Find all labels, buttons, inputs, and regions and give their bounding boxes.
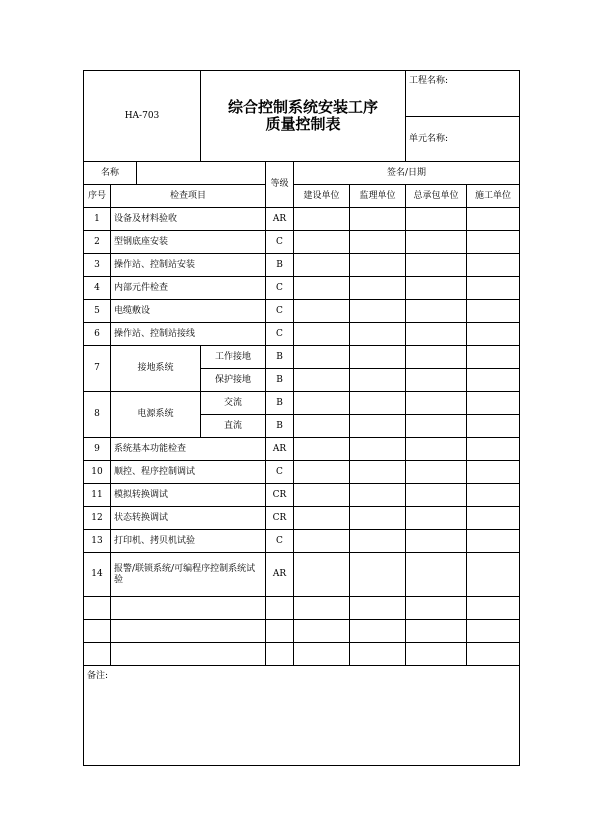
row-sign-contractor (466, 437, 520, 461)
row-grade (265, 299, 294, 323)
row-sign-construction (293, 276, 350, 300)
project-name-field (405, 70, 520, 117)
row-sign-supervision (349, 368, 406, 392)
row-sign-contractor (466, 368, 520, 392)
row-sign-construction (293, 529, 350, 553)
empty-row-grade (265, 619, 294, 643)
row-grade (265, 391, 294, 415)
row-sign-general (405, 276, 467, 300)
supervision-unit-header-text: 监理单位 (359, 190, 396, 201)
row-sign-supervision (349, 391, 406, 415)
row-item-text: 内部元件检查 (114, 282, 169, 293)
row-item (110, 207, 266, 231)
row-sub-item (200, 368, 266, 392)
row-sign-construction (293, 460, 350, 484)
row-sign-supervision (349, 345, 406, 369)
row-sign-general (405, 529, 467, 553)
row-sign-construction (293, 368, 350, 392)
row-number (83, 345, 111, 392)
construction-unit-header-text: 建设单位 (303, 190, 340, 201)
row-sign-contractor (466, 276, 520, 300)
row-sign-construction (293, 437, 350, 461)
empty-row-grade (265, 642, 294, 666)
row-sign-general (405, 506, 467, 530)
remarks-box (83, 665, 520, 766)
row-group-label (110, 345, 201, 392)
row-grade (265, 207, 294, 231)
empty-row-grade (265, 596, 294, 620)
grade-header (265, 161, 294, 208)
item-header (110, 184, 266, 208)
row-grade-text: AR (272, 569, 287, 579)
empty-row-sign-construction (293, 619, 350, 643)
row-grade (265, 483, 294, 507)
row-sign-construction (293, 207, 350, 231)
empty-row-sign-contractor (466, 642, 520, 666)
row-sign-general (405, 460, 467, 484)
row-sign-general (405, 207, 467, 231)
row-item (110, 552, 266, 597)
row-grade (265, 368, 294, 392)
row-number (83, 230, 111, 254)
row-grade-text: C (276, 328, 283, 339)
row-number-text: 14 (91, 569, 103, 579)
row-number-text: 1 (94, 213, 100, 224)
row-sign-construction (293, 299, 350, 323)
signature-header (293, 161, 520, 185)
general-contractor-header-text: 总承包单位 (413, 190, 459, 201)
row-grade (265, 529, 294, 553)
row-grade (265, 253, 294, 277)
empty-row-sign-general (405, 619, 467, 643)
row-number-text: 6 (94, 328, 100, 339)
row-sign-supervision (349, 414, 406, 438)
row-sign-contractor (466, 230, 520, 254)
row-sub-item-text: 交流 (223, 397, 242, 408)
contractor-header (466, 184, 520, 208)
row-sign-general (405, 299, 467, 323)
row-item-text: 电缆敷设 (114, 305, 151, 316)
row-grade (265, 506, 294, 530)
row-sign-general (405, 391, 467, 415)
row-grade (265, 345, 294, 369)
signature-header-text: 签名/日期 (386, 167, 427, 178)
row-sign-general (405, 253, 467, 277)
row-sign-contractor (466, 483, 520, 507)
row-sub-item-text: 直流 (223, 420, 242, 431)
row-sign-construction (293, 552, 350, 597)
row-sign-general (405, 414, 467, 438)
row-grade (265, 230, 294, 254)
grade-header-text: 等级 (270, 179, 289, 189)
name-label (83, 161, 137, 185)
row-item (110, 483, 266, 507)
empty-row-sign-general (405, 596, 467, 620)
row-sign-contractor (466, 552, 520, 597)
row-grade-text: B (276, 374, 283, 385)
form-title (200, 70, 406, 162)
row-sign-contractor (466, 207, 520, 231)
row-sign-general (405, 230, 467, 254)
row-sign-construction (293, 230, 350, 254)
row-sign-supervision (349, 437, 406, 461)
empty-row-sign-contractor (466, 619, 520, 643)
row-sign-supervision (349, 230, 406, 254)
row-item (110, 460, 266, 484)
row-number (83, 506, 111, 530)
row-number-text: 12 (91, 512, 103, 523)
row-item (110, 437, 266, 461)
row-grade (265, 322, 294, 346)
row-item (110, 299, 266, 323)
row-number-text: 4 (94, 282, 100, 293)
row-sign-general (405, 345, 467, 369)
row-item-text: 系统基本功能检查 (114, 443, 187, 454)
row-sign-general (405, 552, 467, 597)
row-grade-text: B (276, 397, 283, 408)
row-sign-supervision (349, 552, 406, 597)
construction-unit-header (293, 184, 350, 208)
row-sub-item-text: 工作接地 (214, 351, 251, 362)
empty-row-sign-construction (293, 596, 350, 620)
row-grade (265, 552, 294, 597)
row-sign-contractor (466, 460, 520, 484)
row-item-text: 型钢底座安装 (114, 236, 169, 247)
empty-row-sign-supervision (349, 596, 406, 620)
seq-header (83, 184, 111, 208)
row-number (83, 437, 111, 461)
seq-header-text: 序号 (87, 190, 106, 201)
form-code (83, 70, 201, 162)
empty-row-number (83, 619, 111, 643)
row-number-text: 5 (94, 305, 100, 316)
row-item-text: 操作站、控制站安装 (114, 259, 196, 270)
row-sign-general (405, 437, 467, 461)
row-sub-item-text: 保护接地 (214, 374, 251, 385)
row-number-text: 7 (94, 363, 100, 373)
row-number-text: 3 (94, 259, 100, 270)
row-number (83, 529, 111, 553)
row-item (110, 253, 266, 277)
row-sign-supervision (349, 460, 406, 484)
row-grade-text: AR (272, 443, 287, 454)
row-sub-item (200, 345, 266, 369)
row-grade-text: C (276, 305, 283, 316)
row-grade-text: C (276, 236, 283, 247)
empty-row-item (110, 642, 266, 666)
row-sign-contractor (466, 414, 520, 438)
empty-row-sign-supervision (349, 642, 406, 666)
row-group-label-text: 接地系统 (137, 363, 174, 373)
general-contractor-header (405, 184, 467, 208)
row-grade (265, 437, 294, 461)
row-sub-item (200, 391, 266, 415)
row-item (110, 322, 266, 346)
row-sign-construction (293, 506, 350, 530)
contractor-header-text: 施工单位 (474, 190, 511, 201)
title-line-1: 综合控制系统安装工序 (227, 98, 378, 116)
row-item-text: 顺控、程序控制调试 (114, 466, 196, 477)
row-sign-supervision (349, 299, 406, 323)
empty-row-sign-supervision (349, 619, 406, 643)
row-number-text: 8 (94, 409, 100, 419)
row-item (110, 276, 266, 300)
row-item-text: 状态转换调试 (114, 512, 169, 523)
row-number (83, 207, 111, 231)
row-sign-general (405, 322, 467, 346)
row-number-text: 2 (94, 236, 100, 247)
row-number-text: 11 (91, 489, 103, 500)
row-grade-text: AR (272, 213, 287, 224)
row-sign-supervision (349, 483, 406, 507)
row-grade-text: C (276, 535, 283, 546)
row-grade (265, 276, 294, 300)
unit-name-label: 单元名称: (409, 133, 449, 144)
row-sign-construction (293, 345, 350, 369)
row-item (110, 230, 266, 254)
empty-row-number (83, 596, 111, 620)
name-label-text: 名称 (100, 167, 119, 178)
row-number-text: 13 (91, 535, 103, 546)
row-sign-contractor (466, 299, 520, 323)
empty-row-number (83, 642, 111, 666)
remarks-label: 备注: (87, 671, 109, 681)
supervision-unit-header (349, 184, 406, 208)
row-grade-text: CR (272, 512, 287, 523)
row-number (83, 276, 111, 300)
row-number (83, 253, 111, 277)
row-sign-supervision (349, 506, 406, 530)
row-item (110, 506, 266, 530)
row-item-text: 模拟转换调试 (114, 489, 169, 500)
row-number (83, 460, 111, 484)
row-number (83, 483, 111, 507)
row-sign-supervision (349, 207, 406, 231)
row-grade-text: B (276, 259, 283, 270)
row-sign-contractor (466, 322, 520, 346)
name-value (136, 161, 266, 185)
row-number (83, 322, 111, 346)
form-code-text: HA-703 (124, 110, 160, 121)
row-number (83, 391, 111, 438)
row-item (110, 529, 266, 553)
row-sign-contractor (466, 529, 520, 553)
row-sign-construction (293, 483, 350, 507)
project-name-label: 工程名称: (409, 76, 449, 86)
row-item-text: 操作站、控制站接线 (114, 328, 196, 339)
row-sign-supervision (349, 529, 406, 553)
row-grade-text: B (276, 420, 283, 431)
empty-row-item (110, 596, 266, 620)
row-sign-supervision (349, 322, 406, 346)
row-sign-contractor (466, 345, 520, 369)
row-group-label-text: 电源系统 (137, 409, 174, 419)
row-sub-item (200, 414, 266, 438)
row-grade-text: CR (272, 489, 287, 500)
row-item-text: 打印机、拷贝机试验 (114, 535, 196, 546)
row-sign-supervision (349, 253, 406, 277)
row-sign-contractor (466, 391, 520, 415)
item-header-text: 检查项目 (169, 190, 206, 201)
row-sign-contractor (466, 253, 520, 277)
row-number-text: 9 (94, 443, 100, 454)
row-number (83, 299, 111, 323)
row-number-text: 10 (91, 466, 103, 477)
empty-row-sign-general (405, 642, 467, 666)
row-item-text: 报警/联锁系统/可编程序控制系统试验 (114, 563, 256, 585)
row-sign-supervision (349, 276, 406, 300)
row-grade-text: B (276, 351, 283, 362)
title-line-2: 质量控制表 (265, 115, 341, 133)
row-sign-general (405, 483, 467, 507)
empty-row-item (110, 619, 266, 643)
row-sign-construction (293, 391, 350, 415)
row-sign-general (405, 368, 467, 392)
row-sign-construction (293, 322, 350, 346)
row-grade (265, 460, 294, 484)
row-grade-text: C (276, 466, 283, 477)
row-group-label (110, 391, 201, 438)
empty-row-sign-contractor (466, 596, 520, 620)
row-item-text: 设备及材料验收 (114, 213, 178, 224)
row-sign-construction (293, 253, 350, 277)
unit-name-field (405, 116, 520, 162)
empty-row-sign-construction (293, 642, 350, 666)
row-number (83, 552, 111, 597)
row-sign-construction (293, 414, 350, 438)
row-grade-text: C (276, 282, 283, 293)
row-grade (265, 414, 294, 438)
row-sign-contractor (466, 506, 520, 530)
